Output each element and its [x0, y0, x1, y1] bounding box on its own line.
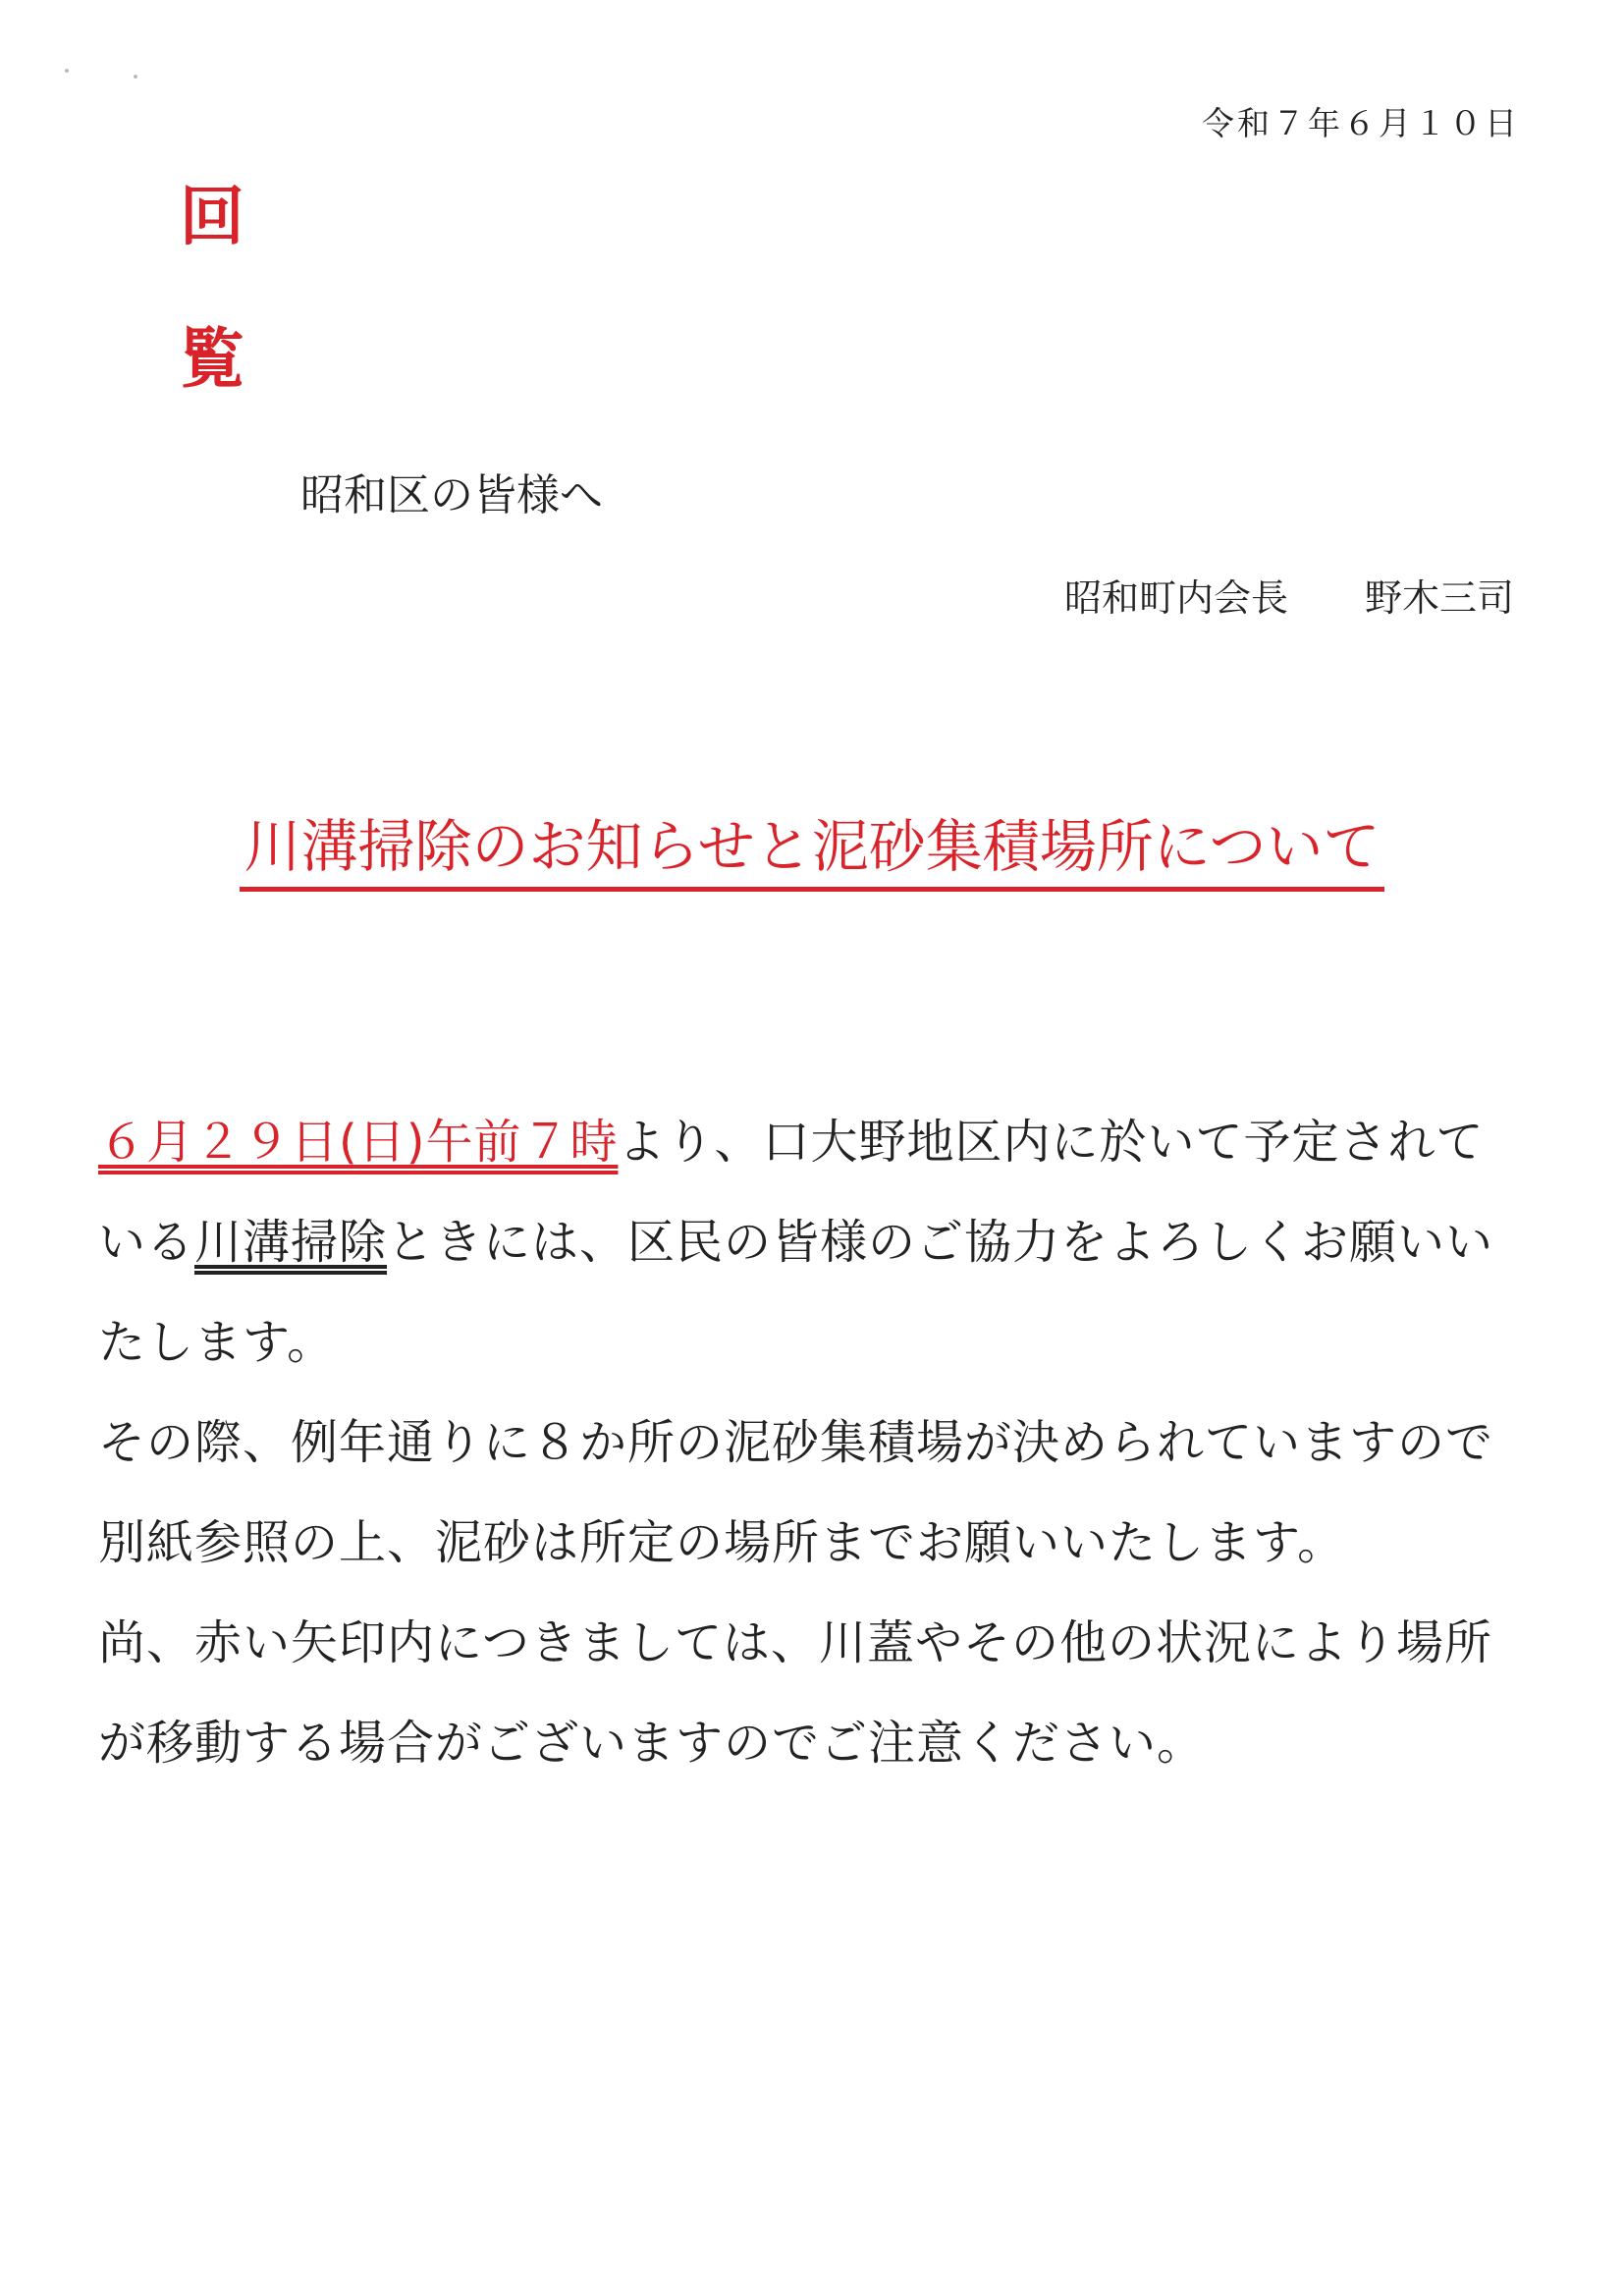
greeting: 昭和区の皆様へ	[300, 470, 603, 520]
kairan-stamp-char-1: 回	[180, 179, 244, 254]
event-datetime: ６月２９日(日)午前７時	[98, 1115, 619, 1170]
paragraph-1-line2-head: いる	[98, 1215, 195, 1270]
paragraph-1	[98, 1092, 1532, 1393]
sender	[1064, 568, 1514, 622]
document-date: 令和７年６月１０日	[1202, 104, 1520, 142]
paragraph-1-rest: ときには、区民の皆様のご協力をよろしくお願いいたします。	[98, 1215, 1494, 1370]
scan-speck	[134, 75, 137, 79]
document-title-text: 川溝掃除のお知らせと泥砂集積場所について	[240, 800, 1383, 892]
paragraph-1-tail: より、口大野地区内に於いて予定されて	[618, 1115, 1485, 1170]
kairan-stamp-char-2: 覧	[180, 321, 244, 397]
sender-title: 昭和町内会長	[1063, 576, 1288, 620]
sender-name: 野木三司	[1364, 576, 1514, 620]
paragraph-2: その際、例年通りに８か所の泥砂集積場が決められていますので別紙参照の上、泥砂は所定の場所までお願いいたします。	[98, 1415, 1494, 1570]
body-text	[98, 1092, 1532, 1793]
document-title	[0, 800, 1624, 892]
scan-speck	[65, 69, 69, 73]
paragraph-3: 尚、赤い矢印内につきましては、川蓋やその他の状況により場所が移動する場合がございますのでご注意ください。	[98, 1615, 1493, 1771]
event-name: 川溝掃除	[194, 1215, 388, 1270]
